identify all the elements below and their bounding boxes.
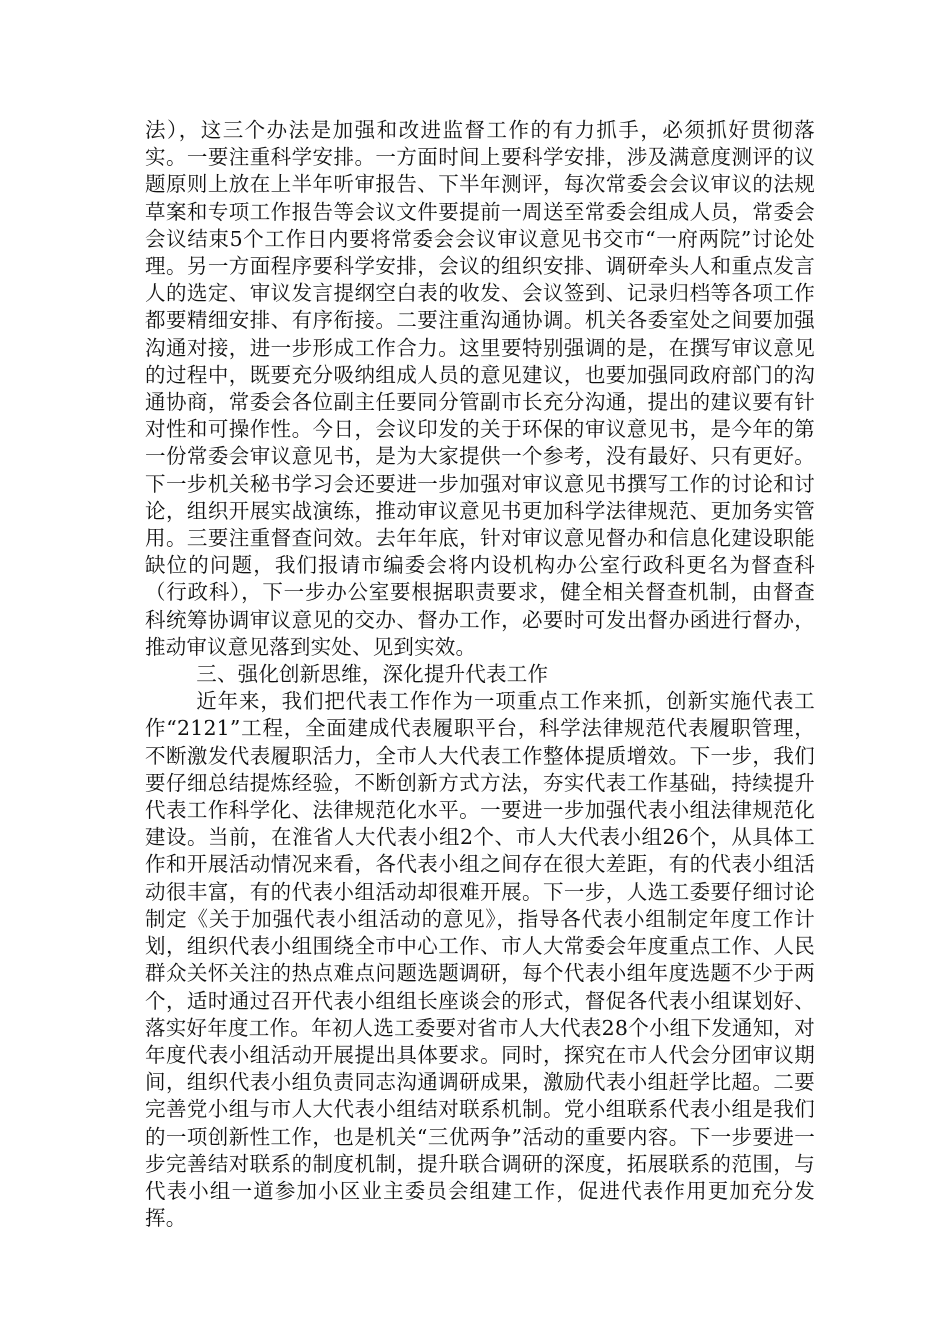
- body-paragraph-2: 近年来，我们把代表工作作为一项重点工作来抓，创新实施代表工作“2121”工程，全面建成代表履职平台，科学法律规范代表履职管理，不断激发代表履职活力，全市人大代表工作整体提质增效。下一步，我们要仔细总结提炼经验，不断创新方式方法，夯实代表工作基础，持续提升代表工作科学化、法律规范化水平。一要进一步加强代表小组法律规范化建设。当前，在淮省人大代表小组2个、市人大代表小组26个，从具体工作和开展活动情况来看，各代表小组之间存在很大差距，有的代表小组活动很丰富，有的代表小组活动却很难开展。下一步，人选工委要仔细讨论制定《关于加强代表小组活动的意见》，指导各代表小组制定年度工作计划，组织代表小组围绕全市中心工作、市人大常委会年度重点工作、人民群众关怀关注的热点难点问题选题调研，每个代表小组年度选题不少于两个，适时通过召开代表小组组长座谈会的形式，督促各代表小组谋划好、落实好年度工作。年初人选工委要对省市人大代表28个小组下发通知，对年度代表小组活动开展提出具体要求。同时，探究在市人代会分团审议期间，组织代表小组负责同志沟通调研成果，激励代表小组赶学比超。二要完善党小组与市人大代表小组结对联系机制。党小组联系代表小组是我们的一项创新性工作，也是机关“三优两争”活动的重要内容。下一步要进一步完善结对联系的制度机制，提升联合调研的深度，拓展联系的范围，与代表小组一道参加小区业主委员会组建工作，促进代表作用更加充分发挥。: [145, 689, 815, 1231]
- document-page: [145, 117, 815, 1232]
- section-heading: 三、强化创新思维，深化提升代表工作: [196, 662, 549, 687]
- body-paragraph-1: 法），这三个办法是加强和改进监督工作的有力抓手，必须抓好贯彻落实。一要注重科学安排。一方面时间上要科学安排，涉及满意度测评的议题原则上放在上半年听审报告、下半年测评，每次常委会会议审议的法规草案和专项工作报告等会议文件要提前一周送至常委会组成人员，常委会会议结束5个工作日内要将常委会会议审议意见书交市“一府两院”讨论处理。另一方面程序要科学安排，会议的组织安排、调研牵头人和重点发言人的选定、审议发言提纲空白表的收发、会议签到、记录归档等各项工作都要精细安排、有序衔接。二要注重沟通协调。机关各委室处之间要加强沟通对接，进一步形成工作合力。这里要特别强调的是，在撰写审议意见的过程中，既要充分吸纳组成人员的意见建议，也要加强同政府部门的沟通协商，常委会各位副主任要同分管副市长充分沟通，提出的建议要有针对性和可操作性。今日，会议印发的关于环保的审议意见书，是今年的第一份常委会审议意见书，是为大家提供一个参考，没有最好、只有更好。下一步机关秘书学习会还要进一步加强对审议意见书撰写工作的讨论和讨论，组织开展实战演练，推动审议意见书更加科学法律规范、更加务实管用。三要注重督查问效。去年年底，针对审议意见督办和信息化建设职能缺位的问题，我们报请市编委会将内设机构办公室行政科更名为督查科（行政科），下一步办公室要根据职责要求，健全相关督查机制，由督查科统筹协调审议意见的交办、督办工作，必要时可发出督办函进行督办，推动审议意见落到实处、见到实效。: [145, 118, 815, 659]
